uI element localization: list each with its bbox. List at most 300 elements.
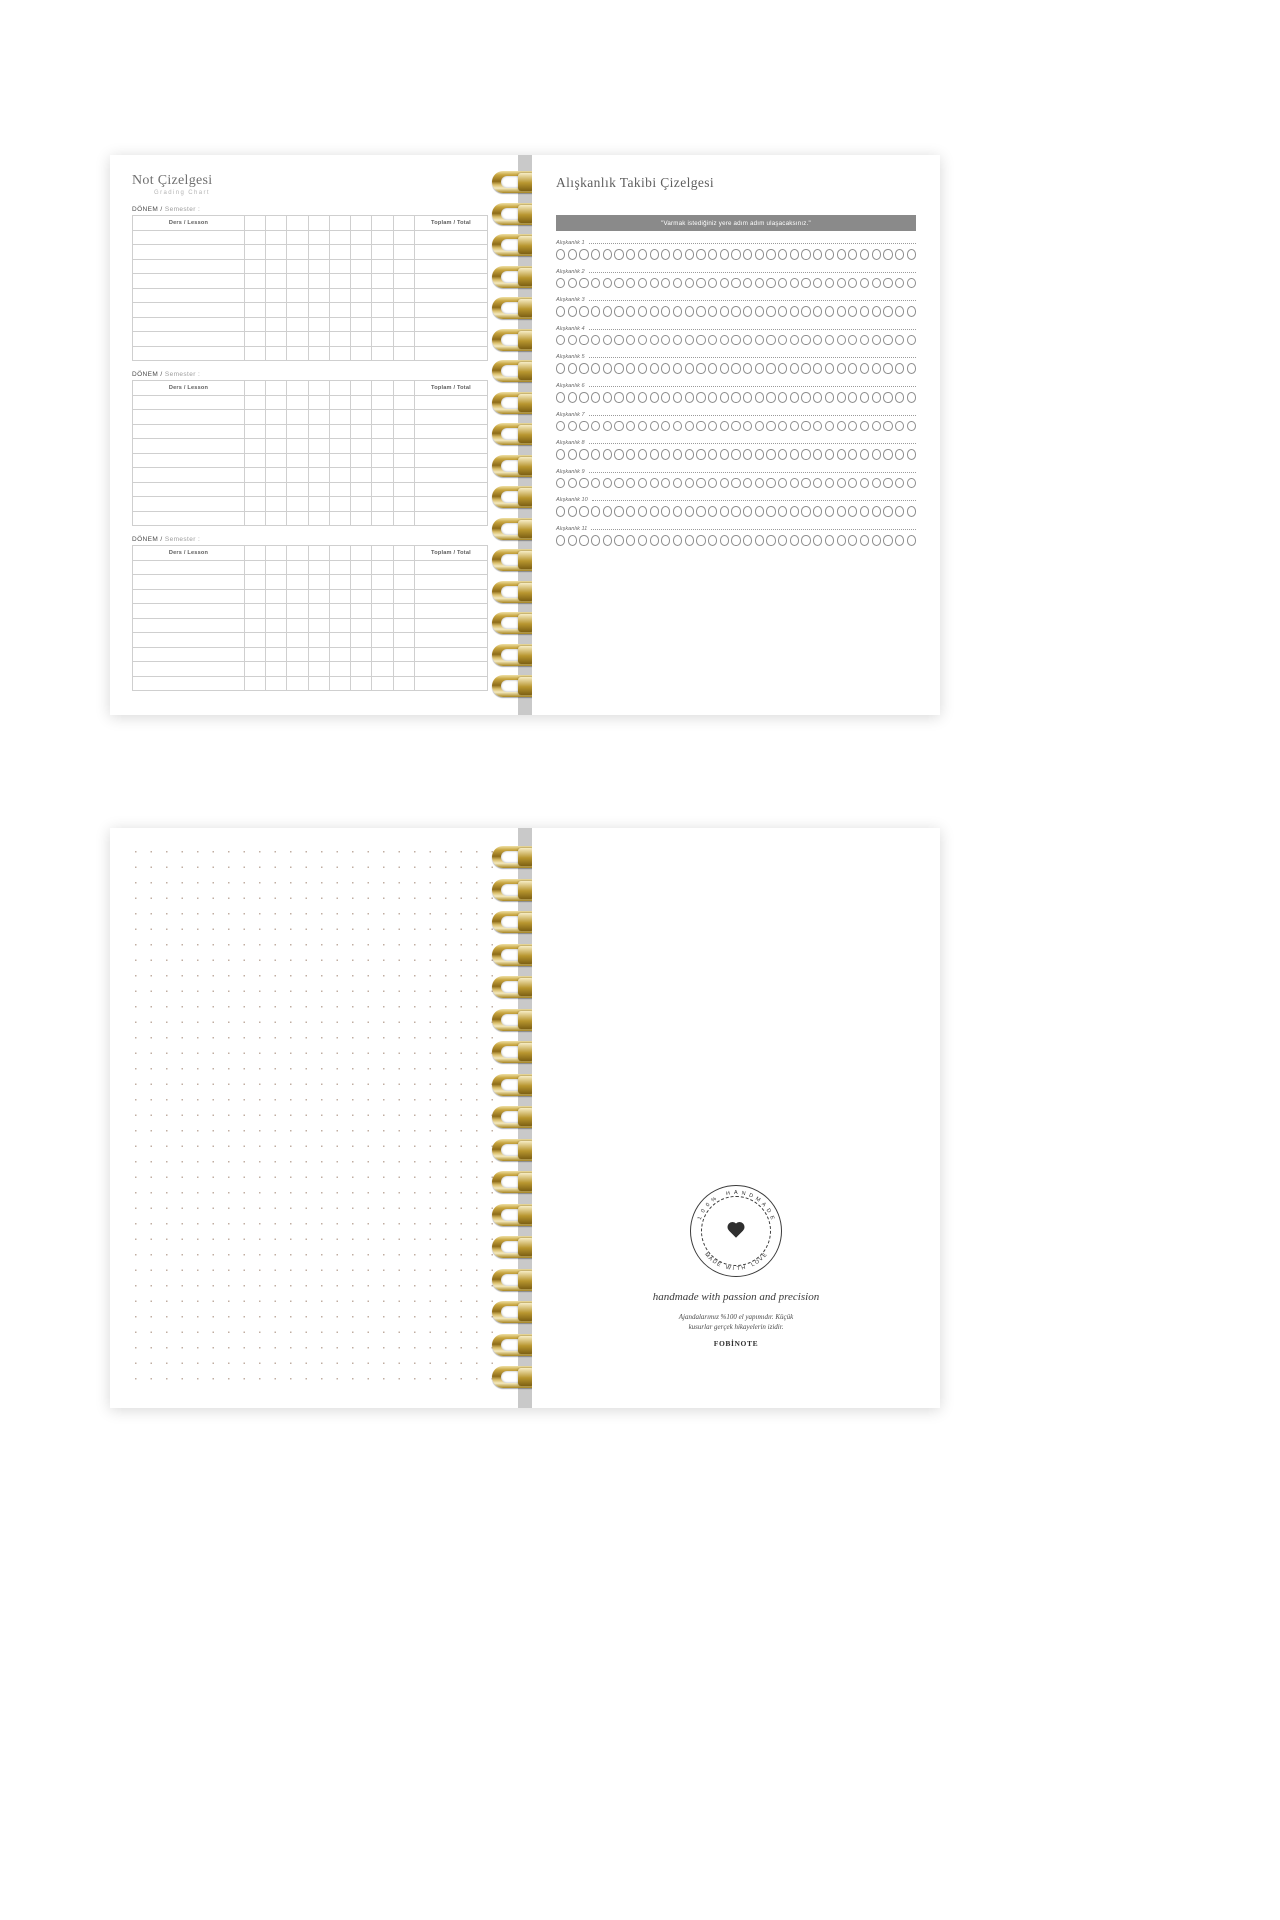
habit-day-circle[interactable] [638, 421, 647, 432]
cell-grade[interactable] [351, 647, 372, 662]
habit-day-circle[interactable] [579, 535, 588, 546]
habit-day-circle[interactable] [766, 392, 775, 403]
habit-day-circle[interactable] [685, 335, 694, 346]
habit-write-line[interactable] [589, 357, 916, 358]
habit-day-circle[interactable] [673, 478, 682, 489]
habit-day-circle[interactable] [614, 249, 623, 260]
cell-grade[interactable] [244, 497, 265, 512]
habit-day-circle[interactable] [685, 278, 694, 289]
habit-day-circle[interactable] [720, 392, 729, 403]
habit-day-circle[interactable] [556, 421, 565, 432]
cell-lesson[interactable] [133, 560, 245, 575]
cell-grade[interactable] [329, 647, 350, 662]
habit-day-circle[interactable] [837, 363, 846, 374]
cell-grade[interactable] [329, 633, 350, 648]
habit-day-circle[interactable] [708, 478, 717, 489]
habit-day-circle[interactable] [696, 421, 705, 432]
cell-grade[interactable] [308, 230, 329, 245]
cell-grade[interactable] [244, 317, 265, 332]
cell-total[interactable] [414, 618, 487, 633]
cell-total[interactable] [414, 604, 487, 619]
habit-day-circle[interactable] [907, 535, 916, 546]
cell-grade[interactable] [287, 676, 308, 691]
cell-grade[interactable] [393, 274, 414, 289]
cell-grade[interactable] [351, 346, 372, 361]
cell-grade[interactable] [393, 560, 414, 575]
cell-grade[interactable] [244, 274, 265, 289]
cell-grade[interactable] [266, 317, 287, 332]
cell-grade[interactable] [244, 676, 265, 691]
habit-day-circle[interactable] [661, 421, 670, 432]
cell-grade[interactable] [244, 395, 265, 410]
cell-grade[interactable] [351, 482, 372, 497]
habit-day-circle[interactable] [708, 249, 717, 260]
habit-day-circle[interactable] [614, 535, 623, 546]
habit-day-circle[interactable] [591, 449, 600, 460]
habit-day-circle[interactable] [696, 278, 705, 289]
cell-grade[interactable] [372, 618, 393, 633]
habit-day-circle[interactable] [825, 392, 834, 403]
habit-day-circle[interactable] [813, 306, 822, 317]
habit-day-circle[interactable] [743, 306, 752, 317]
habit-day-circle[interactable] [837, 535, 846, 546]
cell-grade[interactable] [308, 453, 329, 468]
cell-grade[interactable] [372, 497, 393, 512]
habit-day-circle[interactable] [696, 363, 705, 374]
habit-day-circle[interactable] [603, 421, 612, 432]
cell-grade[interactable] [266, 346, 287, 361]
habit-day-circle[interactable] [579, 278, 588, 289]
cell-grade[interactable] [244, 410, 265, 425]
cell-grade[interactable] [287, 274, 308, 289]
habit-day-circle[interactable] [778, 306, 787, 317]
cell-total[interactable] [414, 589, 487, 604]
table-row[interactable] [133, 274, 488, 289]
habit-day-circle[interactable] [556, 478, 565, 489]
habit-day-circle[interactable] [743, 392, 752, 403]
cell-lesson[interactable] [133, 259, 245, 274]
habit-day-circle[interactable] [731, 278, 740, 289]
habit-day-circle[interactable] [661, 335, 670, 346]
cell-grade[interactable] [393, 662, 414, 677]
cell-grade[interactable] [372, 332, 393, 347]
habit-day-circle[interactable] [743, 278, 752, 289]
habit-day-circle[interactable] [766, 535, 775, 546]
habit-day-circle[interactable] [813, 363, 822, 374]
habit-day-circle[interactable] [848, 306, 857, 317]
habit-day-circle[interactable] [731, 392, 740, 403]
habit-day-circle[interactable] [708, 392, 717, 403]
habit-day-circle[interactable] [860, 449, 869, 460]
habit-day-circle[interactable] [579, 249, 588, 260]
cell-grade[interactable] [266, 633, 287, 648]
cell-total[interactable] [414, 633, 487, 648]
habit-day-circle[interactable] [860, 306, 869, 317]
cell-total[interactable] [414, 497, 487, 512]
habit-day-circle[interactable] [778, 392, 787, 403]
habit-day-circle[interactable] [568, 335, 577, 346]
habit-day-circle[interactable] [790, 278, 799, 289]
cell-grade[interactable] [393, 424, 414, 439]
habit-day-circle[interactable] [825, 306, 834, 317]
cell-grade[interactable] [393, 575, 414, 590]
cell-lesson[interactable] [133, 288, 245, 303]
habit-day-circle[interactable] [743, 535, 752, 546]
habit-day-circle[interactable] [883, 449, 892, 460]
cell-lesson[interactable] [133, 618, 245, 633]
habit-day-circle[interactable] [778, 535, 787, 546]
cell-grade[interactable] [372, 230, 393, 245]
cell-total[interactable] [414, 288, 487, 303]
habit-day-circle[interactable] [591, 392, 600, 403]
habit-day-circle[interactable] [731, 449, 740, 460]
cell-grade[interactable] [329, 575, 350, 590]
cell-grade[interactable] [244, 662, 265, 677]
table-row[interactable] [133, 424, 488, 439]
cell-lesson[interactable] [133, 604, 245, 619]
habit-day-circle[interactable] [731, 478, 740, 489]
habit-day-circle[interactable] [743, 335, 752, 346]
cell-grade[interactable] [308, 395, 329, 410]
cell-grade[interactable] [266, 274, 287, 289]
cell-grade[interactable] [287, 332, 308, 347]
cell-grade[interactable] [329, 346, 350, 361]
cell-grade[interactable] [351, 317, 372, 332]
cell-grade[interactable] [308, 274, 329, 289]
cell-grade[interactable] [266, 497, 287, 512]
habit-day-circle[interactable] [755, 306, 764, 317]
cell-grade[interactable] [372, 647, 393, 662]
cell-grade[interactable] [308, 346, 329, 361]
habit-day-circle[interactable] [638, 506, 647, 517]
cell-grade[interactable] [287, 424, 308, 439]
habit-day-circle[interactable] [907, 249, 916, 260]
cell-total[interactable] [414, 647, 487, 662]
cell-grade[interactable] [393, 453, 414, 468]
cell-grade[interactable] [266, 482, 287, 497]
cell-grade[interactable] [266, 395, 287, 410]
habit-day-circle[interactable] [650, 535, 659, 546]
habit-day-circle[interactable] [638, 392, 647, 403]
cell-grade[interactable] [372, 303, 393, 318]
cell-grade[interactable] [308, 482, 329, 497]
habit-day-circle[interactable] [790, 449, 799, 460]
habit-day-circle[interactable] [661, 449, 670, 460]
habit-day-circle[interactable] [638, 335, 647, 346]
cell-grade[interactable] [287, 303, 308, 318]
cell-grade[interactable] [287, 604, 308, 619]
cell-lesson[interactable] [133, 647, 245, 662]
habit-day-circle[interactable] [837, 392, 846, 403]
habit-day-circle[interactable] [895, 478, 904, 489]
habit-day-circle[interactable] [556, 506, 565, 517]
cell-grade[interactable] [266, 468, 287, 483]
habit-day-circle[interactable] [743, 506, 752, 517]
habit-day-circle[interactable] [755, 506, 764, 517]
habit-day-circle[interactable] [848, 392, 857, 403]
cell-grade[interactable] [308, 424, 329, 439]
cell-grade[interactable] [329, 482, 350, 497]
habit-day-circle[interactable] [872, 449, 881, 460]
habit-day-circle[interactable] [825, 249, 834, 260]
habit-day-circle[interactable] [825, 335, 834, 346]
habit-day-circle[interactable] [708, 506, 717, 517]
habit-day-circle[interactable] [778, 421, 787, 432]
habit-day-circle[interactable] [661, 478, 670, 489]
habit-day-circle[interactable] [825, 535, 834, 546]
cell-grade[interactable] [329, 288, 350, 303]
cell-grade[interactable] [329, 439, 350, 454]
cell-grade[interactable] [329, 332, 350, 347]
habit-day-circle[interactable] [907, 363, 916, 374]
habit-day-circle[interactable] [579, 335, 588, 346]
cell-lesson[interactable] [133, 589, 245, 604]
habit-day-circle[interactable] [650, 335, 659, 346]
cell-total[interactable] [414, 332, 487, 347]
habit-day-circle[interactable] [895, 335, 904, 346]
habit-day-circle[interactable] [872, 335, 881, 346]
habit-day-circle[interactable] [860, 335, 869, 346]
cell-grade[interactable] [393, 482, 414, 497]
cell-grade[interactable] [329, 453, 350, 468]
cell-grade[interactable] [244, 245, 265, 260]
habit-day-circle[interactable] [872, 392, 881, 403]
habit-day-circle[interactable] [661, 363, 670, 374]
habit-day-circle[interactable] [907, 335, 916, 346]
habit-day-circle[interactable] [860, 421, 869, 432]
habit-day-circle[interactable] [766, 249, 775, 260]
cell-lesson[interactable] [133, 274, 245, 289]
table-row[interactable] [133, 230, 488, 245]
table-row[interactable] [133, 618, 488, 633]
cell-grade[interactable] [244, 439, 265, 454]
cell-total[interactable] [414, 511, 487, 526]
table-row[interactable] [133, 288, 488, 303]
habit-day-circle[interactable] [568, 392, 577, 403]
cell-lesson[interactable] [133, 424, 245, 439]
habit-day-circle[interactable] [790, 506, 799, 517]
habit-day-circle[interactable] [790, 249, 799, 260]
habit-day-circle[interactable] [650, 478, 659, 489]
habit-day-circle[interactable] [755, 478, 764, 489]
cell-grade[interactable] [372, 604, 393, 619]
habit-day-circle[interactable] [895, 392, 904, 403]
cell-grade[interactable] [372, 511, 393, 526]
cell-grade[interactable] [393, 288, 414, 303]
habit-day-circle[interactable] [556, 363, 565, 374]
habit-day-circle[interactable] [685, 421, 694, 432]
habit-day-circle[interactable] [825, 478, 834, 489]
habit-day-circle[interactable] [650, 278, 659, 289]
habit-day-circle[interactable] [556, 392, 565, 403]
habit-day-circle[interactable] [591, 306, 600, 317]
cell-grade[interactable] [372, 317, 393, 332]
habit-day-circle[interactable] [603, 535, 612, 546]
cell-grade[interactable] [372, 424, 393, 439]
cell-grade[interactable] [329, 230, 350, 245]
cell-grade[interactable] [329, 511, 350, 526]
habit-day-circle[interactable] [825, 363, 834, 374]
habit-day-circle[interactable] [603, 506, 612, 517]
cell-lesson[interactable] [133, 511, 245, 526]
habit-day-circle[interactable] [872, 249, 881, 260]
habit-day-circle[interactable] [778, 249, 787, 260]
cell-grade[interactable] [244, 332, 265, 347]
habit-day-circle[interactable] [801, 449, 810, 460]
cell-lesson[interactable] [133, 332, 245, 347]
table-row[interactable] [133, 317, 488, 332]
table-row[interactable] [133, 439, 488, 454]
habit-day-circle[interactable] [895, 249, 904, 260]
habit-day-circle[interactable] [755, 249, 764, 260]
cell-grade[interactable] [393, 604, 414, 619]
habit-day-circle[interactable] [685, 363, 694, 374]
cell-grade[interactable] [372, 676, 393, 691]
habit-day-circle[interactable] [883, 421, 892, 432]
cell-grade[interactable] [287, 633, 308, 648]
habit-write-line[interactable] [589, 243, 916, 244]
table-row[interactable] [133, 468, 488, 483]
habit-day-circle[interactable] [696, 449, 705, 460]
cell-grade[interactable] [329, 410, 350, 425]
habit-day-circle[interactable] [895, 449, 904, 460]
habit-day-circle[interactable] [872, 478, 881, 489]
habit-day-circle[interactable] [801, 363, 810, 374]
habit-day-circle[interactable] [801, 421, 810, 432]
habit-day-circle[interactable] [568, 535, 577, 546]
habit-day-circle[interactable] [626, 392, 635, 403]
table-row[interactable] [133, 482, 488, 497]
cell-grade[interactable] [351, 245, 372, 260]
habit-day-circle[interactable] [685, 506, 694, 517]
habit-day-circle[interactable] [837, 249, 846, 260]
cell-grade[interactable] [287, 575, 308, 590]
table-row[interactable] [133, 395, 488, 410]
habit-day-circle[interactable] [614, 478, 623, 489]
habit-write-line[interactable] [589, 272, 916, 273]
habit-day-circle[interactable] [591, 249, 600, 260]
cell-grade[interactable] [351, 274, 372, 289]
cell-grade[interactable] [351, 589, 372, 604]
cell-grade[interactable] [287, 468, 308, 483]
habit-day-circle[interactable] [568, 421, 577, 432]
habit-day-circle[interactable] [650, 249, 659, 260]
cell-grade[interactable] [308, 468, 329, 483]
habit-day-circle[interactable] [614, 506, 623, 517]
cell-grade[interactable] [244, 482, 265, 497]
cell-grade[interactable] [329, 497, 350, 512]
habit-day-circle[interactable] [685, 249, 694, 260]
habit-day-circle[interactable] [907, 278, 916, 289]
cell-total[interactable] [414, 482, 487, 497]
cell-grade[interactable] [287, 245, 308, 260]
habit-day-circle[interactable] [790, 335, 799, 346]
cell-grade[interactable] [266, 303, 287, 318]
habit-day-circle[interactable] [626, 449, 635, 460]
habit-day-circle[interactable] [696, 335, 705, 346]
habit-day-circle[interactable] [883, 363, 892, 374]
habit-day-circle[interactable] [848, 363, 857, 374]
habit-day-circle[interactable] [860, 392, 869, 403]
habit-day-circle[interactable] [673, 335, 682, 346]
habit-day-circle[interactable] [766, 278, 775, 289]
cell-total[interactable] [414, 259, 487, 274]
habit-day-circle[interactable] [895, 535, 904, 546]
cell-grade[interactable] [287, 618, 308, 633]
cell-grade[interactable] [372, 395, 393, 410]
habit-day-circle[interactable] [661, 506, 670, 517]
habit-day-circle[interactable] [568, 449, 577, 460]
habit-day-circle[interactable] [591, 421, 600, 432]
habit-day-circle[interactable] [790, 421, 799, 432]
table-row[interactable] [133, 647, 488, 662]
habit-day-circle[interactable] [883, 535, 892, 546]
cell-total[interactable] [414, 346, 487, 361]
habit-day-circle[interactable] [801, 506, 810, 517]
cell-grade[interactable] [308, 332, 329, 347]
cell-grade[interactable] [266, 332, 287, 347]
habit-day-circle[interactable] [638, 278, 647, 289]
habit-write-line[interactable] [589, 300, 916, 301]
habit-write-line[interactable] [589, 472, 916, 473]
habit-day-circle[interactable] [720, 278, 729, 289]
cell-grade[interactable] [308, 604, 329, 619]
habit-day-circle[interactable] [603, 478, 612, 489]
cell-grade[interactable] [393, 468, 414, 483]
cell-grade[interactable] [244, 453, 265, 468]
habit-day-circle[interactable] [766, 335, 775, 346]
cell-total[interactable] [414, 560, 487, 575]
cell-grade[interactable] [351, 468, 372, 483]
habit-day-circle[interactable] [813, 478, 822, 489]
cell-grade[interactable] [372, 575, 393, 590]
habit-day-circle[interactable] [860, 249, 869, 260]
cell-grade[interactable] [287, 453, 308, 468]
habit-day-circle[interactable] [755, 535, 764, 546]
habit-day-circle[interactable] [778, 278, 787, 289]
habit-day-circle[interactable] [685, 478, 694, 489]
cell-lesson[interactable] [133, 317, 245, 332]
cell-grade[interactable] [351, 332, 372, 347]
habit-day-circle[interactable] [801, 306, 810, 317]
habit-day-circle[interactable] [766, 449, 775, 460]
habit-day-circle[interactable] [614, 335, 623, 346]
habit-day-circle[interactable] [743, 449, 752, 460]
habit-day-circle[interactable] [731, 535, 740, 546]
habit-day-circle[interactable] [638, 449, 647, 460]
habit-day-circle[interactable] [848, 506, 857, 517]
habit-day-circle[interactable] [603, 363, 612, 374]
habit-write-line[interactable] [592, 500, 916, 501]
habit-day-circle[interactable] [650, 421, 659, 432]
habit-day-circle[interactable] [848, 421, 857, 432]
habit-day-circle[interactable] [556, 278, 565, 289]
cell-total[interactable] [414, 230, 487, 245]
habit-day-circle[interactable] [661, 278, 670, 289]
habit-day-circle[interactable] [860, 478, 869, 489]
habit-day-circle[interactable] [895, 306, 904, 317]
table-row[interactable] [133, 303, 488, 318]
habit-day-circle[interactable] [720, 363, 729, 374]
cell-total[interactable] [414, 395, 487, 410]
cell-grade[interactable] [329, 317, 350, 332]
habit-day-circle[interactable] [883, 278, 892, 289]
habit-day-circle[interactable] [614, 421, 623, 432]
cell-grade[interactable] [266, 439, 287, 454]
cell-grade[interactable] [308, 497, 329, 512]
cell-grade[interactable] [372, 560, 393, 575]
cell-grade[interactable] [393, 410, 414, 425]
